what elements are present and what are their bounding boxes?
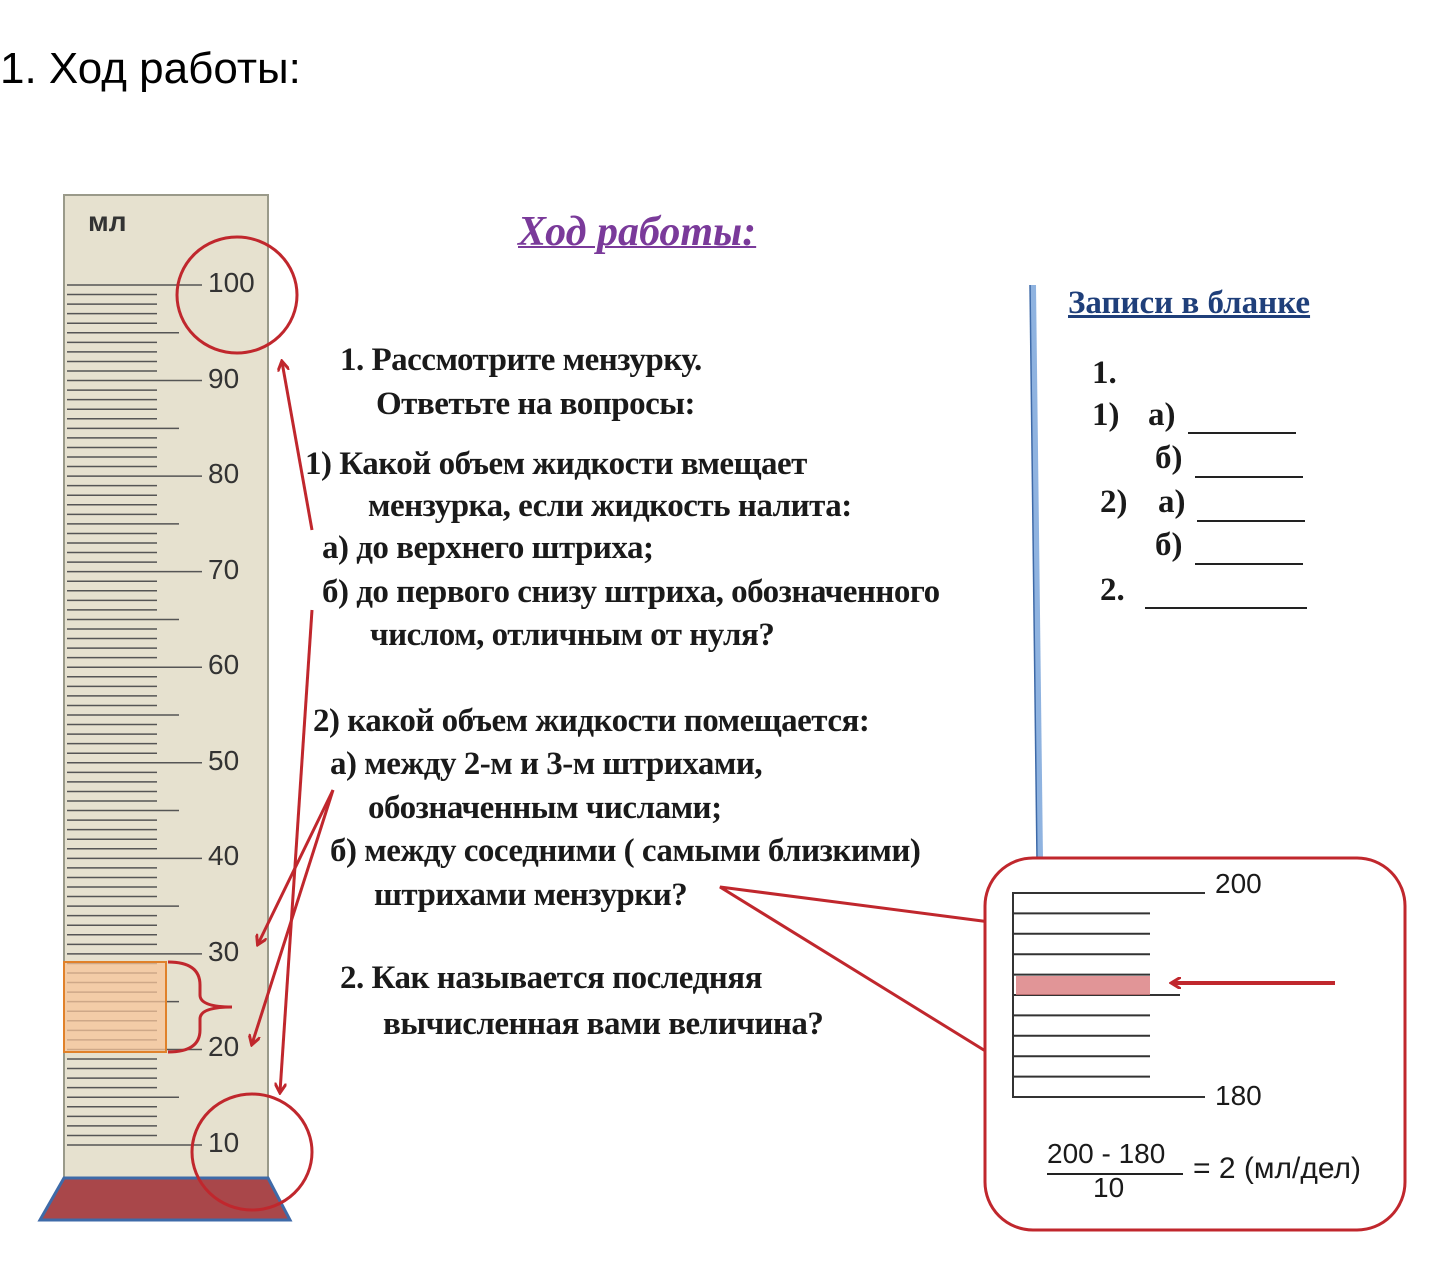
blank-1b-letter: б) — [1155, 440, 1183, 476]
blank-1-num: 1) — [1092, 397, 1120, 433]
blank-2-num: 2) — [1100, 484, 1128, 520]
cylinder-label: 100 — [208, 267, 255, 298]
cylinder-label: 70 — [208, 553, 240, 585]
cylinder-label: 40 — [208, 840, 240, 872]
sub1-b-line2: числом, отличным от нуля? — [370, 617, 775, 653]
cylinder-label: 90 — [208, 362, 240, 394]
blank-item-1: 1. — [1092, 355, 1117, 391]
liquid-portion — [64, 962, 166, 1052]
answer-line-2a[interactable] — [1197, 520, 1305, 522]
work-title: Ход работы: — [518, 209, 757, 255]
sub2-b-line1: б) между соседними ( самыми близкими) — [330, 833, 921, 869]
sub1-line1: 1) Какой объем жидкости вмещает — [305, 446, 807, 482]
question-1-line1: 1. Рассмотрите мензурку. — [340, 342, 702, 378]
sub1-b-line1: б) до первого снизу штриха, обозначенного — [322, 574, 940, 610]
blank-item-2: 2. — [1100, 572, 1125, 608]
blank-2b-letter: б) — [1155, 527, 1183, 563]
cylinder-label: 30 — [208, 935, 240, 967]
cylinder-unit: мл — [88, 206, 127, 237]
cylinder-label: 60 — [208, 649, 240, 681]
formula-result: = 2 (мл/дел) — [1193, 1152, 1362, 1185]
blank-2a-letter: а) — [1158, 484, 1186, 520]
zoom-bottom-label: 180 — [1215, 1080, 1262, 1111]
blank-1a-letter: а) — [1148, 397, 1176, 433]
cylinder-label: 80 — [208, 458, 240, 490]
arrow-to-30 — [258, 790, 333, 944]
answer-line-2b[interactable] — [1195, 563, 1303, 565]
cylinder-label: 10 — [208, 1127, 240, 1158]
zoom-highlight — [1016, 976, 1150, 995]
zoom-top-label: 200 — [1215, 868, 1262, 899]
cylinder-label: 50 — [208, 744, 240, 776]
answer-line-1b[interactable] — [1195, 476, 1303, 478]
question-2-line2: вычисленная вами величина? — [383, 1006, 824, 1042]
sub2-b-line2: штрихами мензурки? — [374, 877, 688, 913]
blank-title: Записи в бланке — [1068, 285, 1311, 321]
formula-numerator: 200 - 180 — [1047, 1138, 1166, 1169]
sub2-a-line2: обозначенным числами; — [368, 790, 722, 826]
sub1-line2: мензурка, если жидкость налита: — [368, 488, 852, 524]
page-heading: 1. Ход работы: — [0, 44, 301, 93]
cylinder-base — [40, 1178, 290, 1220]
arrow-to-10 — [280, 610, 312, 1092]
answer-line-2[interactable] — [1145, 607, 1307, 609]
sub1-a: а) до верхнего штриха; — [322, 530, 654, 566]
sub2-line1: 2) какой объем жидкости помещается: — [313, 703, 870, 739]
question-2-line1: 2. Как называется последняя — [340, 960, 762, 996]
question-1-line2: Ответьте на вопросы: — [376, 386, 695, 422]
sub2-a-line1: а) между 2-м и 3-м штрихами, — [330, 746, 763, 782]
answer-line-1a[interactable] — [1188, 432, 1296, 434]
formula-denominator: 10 — [1093, 1172, 1125, 1203]
cylinder-label: 20 — [208, 1031, 240, 1063]
